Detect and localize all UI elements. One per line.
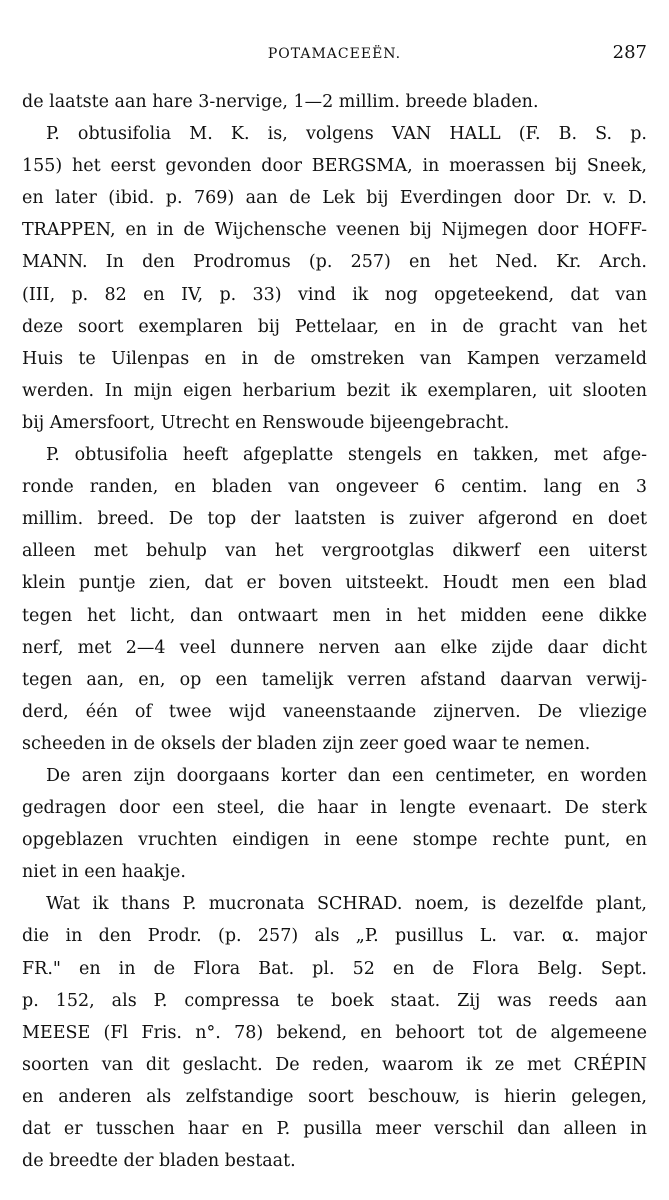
paragraph xyxy=(22,760,647,888)
paragraph xyxy=(22,86,647,118)
text-line: tegen het licht, dan ontwaart men in het midden eene dikke xyxy=(22,605,647,626)
text-line: De aren zijn doorgaans korter dan een centimeter, en worden xyxy=(46,765,647,786)
text-line: de laatste aan hare 3-nervige, 1—2 millim. breede bladen. xyxy=(22,92,539,112)
text-line: scheeden in de oksels der bladen zijn zeer goed waar te nemen. xyxy=(22,733,591,754)
text-line: en anderen als zelfstandige soort beschouw, is hierin gelegen, xyxy=(22,1086,647,1107)
text-line: en later (ibid. p. 769) aan de Lek bij Everdingen door Dr. v. D. xyxy=(22,188,647,209)
text-line: MANN. In den Prodromus (p. 257) en het Ned. Kr. Arch. xyxy=(22,252,647,273)
text-line: niet in een haakje. xyxy=(22,862,186,883)
paragraph xyxy=(22,439,647,760)
text-line: Huis te Uilenpas en in de omstreken van Kampen verzameld xyxy=(22,348,647,369)
text-line: MEESE (Fl Fris. n°. 78) bekend, en behoort tot de algemeene xyxy=(22,1022,647,1043)
text-line: werden. In mijn eigen herbarium bezit ik exemplaren, uit slooten xyxy=(22,380,647,401)
text-line: p. 152, als P. compressa te boek staat. Zij was reeds aan xyxy=(22,990,647,1011)
text-line: dat er tusschen haar en P. pusilla meer verschil dan alleen in xyxy=(22,1119,647,1139)
text-line: millim. breed. De top der laatsten is zuiver afgerond en doet xyxy=(22,509,647,530)
page-number: 287 xyxy=(612,42,647,63)
paragraph xyxy=(22,118,647,439)
text-line: opgeblazen vruchten eindigen in eene stompe rechte punt, en xyxy=(22,830,647,851)
text-line: Wat ik thans P. mucronata SCHRAD. noem, is dezelfde plant, xyxy=(46,894,647,915)
body-text xyxy=(22,86,647,1177)
paragraph xyxy=(22,888,647,1177)
text-line: TRAPPEN, en in de Wijchensche veenen bij Nijmegen door HOFF- xyxy=(22,220,647,241)
text-line: alleen met behulp van het vergrootglas dikwerf een uiterst xyxy=(22,541,647,562)
running-header xyxy=(22,42,647,72)
text-line: nerf, met 2—4 veel dunnere nerven aan elke zijde daar dicht xyxy=(22,637,647,658)
text-line: ronde randen, en bladen van ongeveer 6 centim. lang en 3 xyxy=(22,477,647,498)
text-line: die in den Prodr. (p. 257) als „P. pusillus L. var. α. major xyxy=(22,926,647,947)
text-line: P. obtusifolia M. K. is, volgens VAN HALL (F. B. S. p. xyxy=(46,124,647,145)
text-line: (III, p. 82 en IV, p. 33) vind ik nog opgeteekend, dat van xyxy=(22,284,647,305)
text-line: gedragen door een steel, die haar in lengte evenaart. De sterk xyxy=(22,798,647,819)
text-line: soorten van dit geslacht. De reden, waarom ik ze met CRÉPIN xyxy=(22,1054,647,1075)
text-line: deze soort exemplaren bij Pettelaar, en in de gracht van het xyxy=(22,316,647,337)
text-line: tegen aan, en, op een tamelijk verren afstand daarvan verwij- xyxy=(22,669,647,690)
text-line: derd, één of twee wijd vaneenstaande zijnerven. De vliezige xyxy=(22,701,647,722)
running-title: POTAMACEEËN. xyxy=(267,46,402,62)
text-line: de breedte der bladen bestaat. xyxy=(22,1151,296,1172)
text-line: FR." en in de Flora Bat. pl. 52 en de Flora Belg. Sept. xyxy=(22,958,647,979)
text-line: 155) het eerst gevonden door BERGSMA, in moerassen bij Sneek, xyxy=(22,156,647,177)
text-line: bij Amersfoort, Utrecht en Renswoude bijeengebracht. xyxy=(22,412,510,433)
text-line: P. obtusifolia heeft afgeplatte stengels en takken, met afge- xyxy=(46,445,647,466)
text-line: klein puntje zien, dat er boven uitsteekt. Houdt men een blad xyxy=(22,573,647,594)
